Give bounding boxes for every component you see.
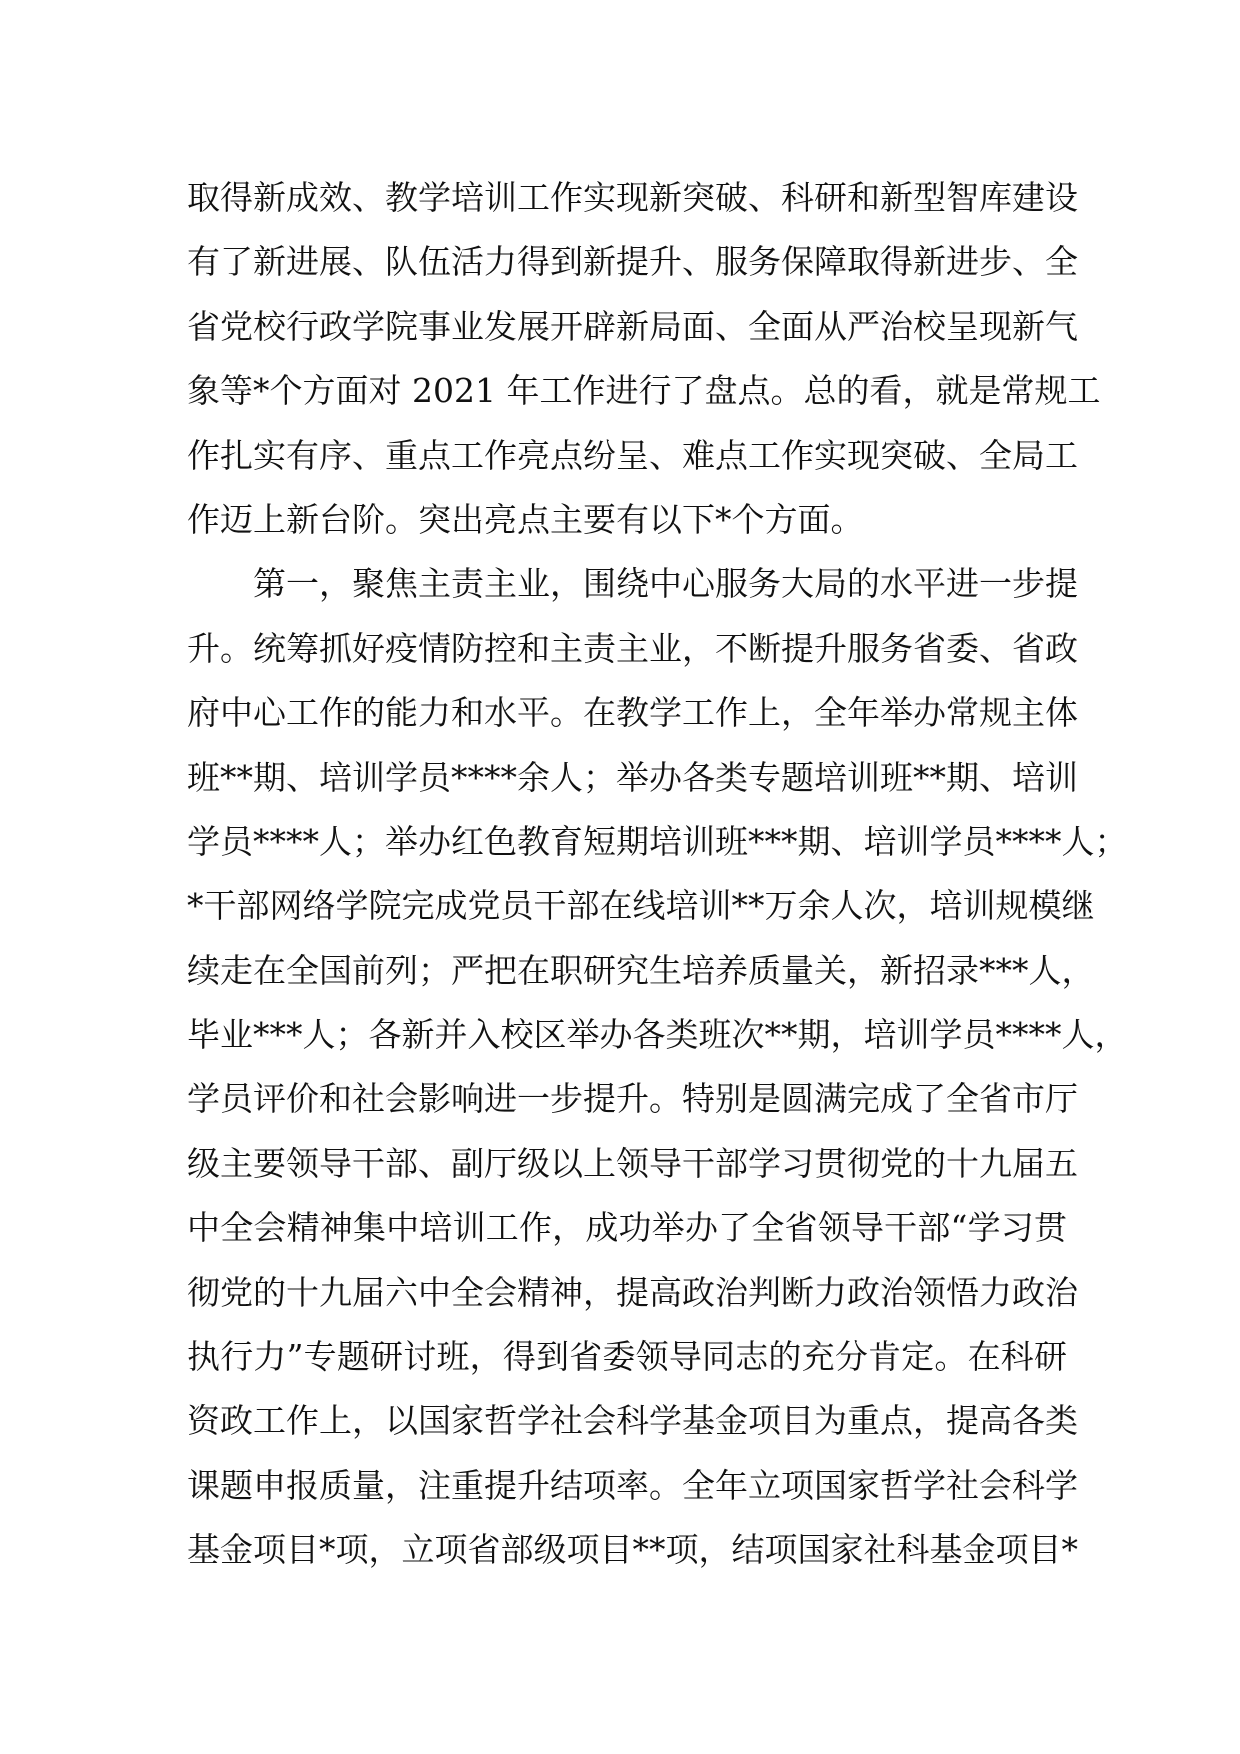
text-line: 班**期、培训学员****余人；举办各类专题培训班**期、培训 [187,757,1078,797]
text-line: 课题申报质量，注重提升结项率。全年立项国家哲学社会科学 [187,1465,1078,1505]
text-line: 级主要领导干部、副厅级以上领导干部学习贯彻党的十九届五 [187,1143,1078,1183]
paragraph-first-line: 第一，聚焦主责主业，围绕中心服务大局的水平进一步提 [253,564,1078,604]
text-line: 续走在全国前列；严把在职研究生培养质量关，新招录***人， [187,950,1095,990]
text-line: 执行力”专题研讨班，得到省委领导同志的充分肯定。在科研 [187,1337,1067,1377]
text-line: 资政工作上，以国家哲学社会科学基金项目为重点，提高各类 [187,1401,1078,1441]
text-line: 作迈上新台阶。突出亮点主要有以下*个方面。 [187,499,864,539]
text-line: 象等*个方面对 2021 年工作进行了盘点。总的看，就是常规工 [187,371,1101,411]
text-line: 作扎实有序、重点工作亮点纷呈、难点工作实现突破、全局工 [187,435,1078,475]
text-line: *干部网络学院完成党员干部在线培训**万余人次，培训规模继 [187,886,1095,926]
text-line: 毕业***人；各新并入校区举办各类班次**期，培训学员****人， [187,1015,1128,1055]
text-line: 有了新进展、队伍活力得到新提升、服务保障取得新进步、全 [187,242,1078,282]
text-line: 学员****人；举办红色教育短期培训班***期、培训学员****人； [187,821,1128,861]
text-line: 升。统筹抓好疫情防控和主责主业，不断提升服务省委、省政 [187,628,1078,668]
text-line: 基金项目*项，立项省部级项目**项，结项国家社科基金项目* [187,1530,1078,1570]
body-text [187,166,1128,1583]
text-line: 中全会精神集中培训工作，成功举办了全省领导干部“学习贯 [187,1208,1067,1248]
text-line: 彻党的十九届六中全会精神，提高政治判断力政治领悟力政治 [187,1272,1078,1312]
text-line: 取得新成效、教学培训工作实现新突破、科研和新型智库建设 [187,178,1078,217]
text-line: 省党校行政学院事业发展开辟新局面、全面从严治校呈现新气 [187,306,1078,346]
text-line: 府中心工作的能力和水平。在教学工作上，全年举办常规主体 [187,693,1078,733]
text-line: 学员评价和社会影响进一步提升。特别是圆满完成了全省市厅 [187,1079,1078,1119]
